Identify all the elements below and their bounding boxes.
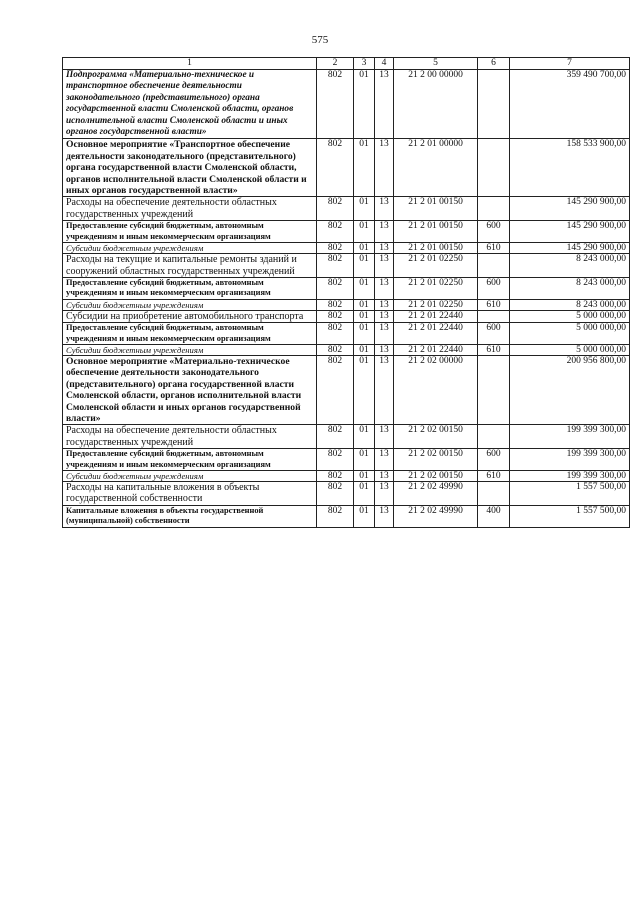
subsection-code-cell: 13 <box>375 277 394 299</box>
admin-code-cell: 802 <box>317 344 354 355</box>
table-row <box>63 221 630 243</box>
expense-name-cell: Предоставление субсидий бюджетным, автономным учреждениям и иным некоммерческим организациям <box>63 323 317 345</box>
target-article-cell: 21 2 02 49990 <box>394 482 478 506</box>
expense-name-cell: Расходы на обеспечение деятельности областных государственных учреждений <box>63 197 317 221</box>
expense-name-cell: Субсидии бюджетным учреждениям <box>63 471 317 482</box>
amount-cell: 8 243 000,00 <box>510 254 630 278</box>
header-cell: 6 <box>478 58 510 70</box>
admin-code-cell: 802 <box>317 277 354 299</box>
table-row <box>63 482 630 506</box>
expense-name-cell: Предоставление субсидий бюджетным, автономным учреждениям и иным некоммерческим организациям <box>63 277 317 299</box>
expense-type-cell: 610 <box>478 243 510 254</box>
expense-name-cell: Подпрограмма «Материально-техническое и транспортное обеспечение деятельности законодательного (представительного) органа государственной власти Смоленской области, органов исполнительной власти Смоленской области и иных органов государственной власти» <box>63 70 317 139</box>
target-article-cell: 21 2 01 22440 <box>394 323 478 345</box>
section-code-cell: 01 <box>354 221 375 243</box>
amount-cell: 1 557 500,00 <box>510 505 630 527</box>
amount-cell: 158 533 900,00 <box>510 139 630 197</box>
section-code-cell: 01 <box>354 139 375 197</box>
admin-code-cell: 802 <box>317 197 354 221</box>
table-row <box>63 449 630 471</box>
admin-code-cell: 802 <box>317 323 354 345</box>
amount-cell: 199 399 300,00 <box>510 471 630 482</box>
header-cell: 5 <box>394 58 478 70</box>
expense-name-cell: Субсидии бюджетным учреждениям <box>63 344 317 355</box>
expense-name-cell: Основное мероприятие «Материально-техническое обеспечение деятельности законодательного (представительного) органа государственной власти Смоленской области, органов исполнительной власти Смоленской области и иных органов государственной власти» <box>63 355 317 424</box>
subsection-code-cell: 13 <box>375 323 394 345</box>
expense-name-cell: Субсидии на приобретение автомобильного транспорта <box>63 310 317 322</box>
expense-type-cell: 610 <box>478 344 510 355</box>
expense-type-cell: 400 <box>478 505 510 527</box>
subsection-code-cell: 13 <box>375 299 394 310</box>
section-code-cell: 01 <box>354 425 375 449</box>
subsection-code-cell: 13 <box>375 425 394 449</box>
expense-name-cell: Расходы на капитальные вложения в объекты государственной собственности <box>63 482 317 506</box>
table-row <box>63 70 630 139</box>
table-row <box>63 323 630 345</box>
expense-name-cell: Основное мероприятие «Транспортное обеспечение деятельности законодательного (представительного) органа государственной власти Смоленской области, органов исполнительной власти Смоленской области и иных органов государственной власти» <box>63 139 317 197</box>
expense-name-cell: Субсидии бюджетным учреждениям <box>63 299 317 310</box>
expense-name-cell: Предоставление субсидий бюджетным, автономным учреждениям и иным некоммерческим организациям <box>63 221 317 243</box>
section-code-cell: 01 <box>354 323 375 345</box>
target-article-cell: 21 2 02 00150 <box>394 471 478 482</box>
admin-code-cell: 802 <box>317 482 354 506</box>
subsection-code-cell: 13 <box>375 310 394 322</box>
section-code-cell: 01 <box>354 254 375 278</box>
target-article-cell: 21 2 02 00000 <box>394 355 478 424</box>
amount-cell: 145 290 900,00 <box>510 243 630 254</box>
table-row <box>63 277 630 299</box>
target-article-cell: 21 2 01 00150 <box>394 197 478 221</box>
admin-code-cell: 802 <box>317 425 354 449</box>
target-article-cell: 21 2 00 00000 <box>394 70 478 139</box>
header-cell: 1 <box>63 58 317 70</box>
target-article-cell: 21 2 02 00150 <box>394 425 478 449</box>
admin-code-cell: 802 <box>317 299 354 310</box>
expense-type-cell: 600 <box>478 221 510 243</box>
target-article-cell: 21 2 01 02250 <box>394 299 478 310</box>
section-code-cell: 01 <box>354 299 375 310</box>
section-code-cell: 01 <box>354 482 375 506</box>
target-article-cell: 21 2 01 02250 <box>394 277 478 299</box>
budget-table <box>62 57 630 528</box>
header-cell: 2 <box>317 58 354 70</box>
expense-type-cell <box>478 254 510 278</box>
expense-name-cell: Субсидии бюджетным учреждениям <box>63 243 317 254</box>
target-article-cell: 21 2 01 22440 <box>394 310 478 322</box>
table-row <box>63 243 630 254</box>
admin-code-cell: 802 <box>317 471 354 482</box>
amount-cell: 5 000 000,00 <box>510 310 630 322</box>
expense-type-cell: 600 <box>478 323 510 345</box>
amount-cell: 5 000 000,00 <box>510 344 630 355</box>
header-cell: 4 <box>375 58 394 70</box>
target-article-cell: 21 2 01 00000 <box>394 139 478 197</box>
expense-name-cell: Расходы на обеспечение деятельности областных государственных учреждений <box>63 425 317 449</box>
subsection-code-cell: 13 <box>375 243 394 254</box>
amount-cell: 145 290 900,00 <box>510 221 630 243</box>
expense-name-cell: Расходы на текущие и капитальные ремонты зданий и сооружений областных государственных учреждений <box>63 254 317 278</box>
table-row <box>63 355 630 424</box>
section-code-cell: 01 <box>354 471 375 482</box>
table-header <box>63 58 630 70</box>
page-number: 575 <box>311 34 329 46</box>
amount-cell: 145 290 900,00 <box>510 197 630 221</box>
section-code-cell: 01 <box>354 243 375 254</box>
section-code-cell: 01 <box>354 355 375 424</box>
expense-type-cell <box>478 425 510 449</box>
subsection-code-cell: 13 <box>375 355 394 424</box>
subsection-code-cell: 13 <box>375 482 394 506</box>
subsection-code-cell: 13 <box>375 505 394 527</box>
section-code-cell: 01 <box>354 197 375 221</box>
section-code-cell: 01 <box>354 70 375 139</box>
admin-code-cell: 802 <box>317 310 354 322</box>
section-code-cell: 01 <box>354 310 375 322</box>
admin-code-cell: 802 <box>317 355 354 424</box>
table-row <box>63 197 630 221</box>
subsection-code-cell: 13 <box>375 471 394 482</box>
header-row <box>63 58 630 70</box>
table-row <box>63 505 630 527</box>
section-code-cell: 01 <box>354 277 375 299</box>
amount-cell: 8 243 000,00 <box>510 299 630 310</box>
amount-cell: 199 399 300,00 <box>510 425 630 449</box>
target-article-cell: 21 2 01 22440 <box>394 344 478 355</box>
section-code-cell: 01 <box>354 449 375 471</box>
expense-type-cell: 610 <box>478 471 510 482</box>
target-article-cell: 21 2 02 49990 <box>394 505 478 527</box>
table-row <box>63 310 630 322</box>
target-article-cell: 21 2 02 00150 <box>394 449 478 471</box>
table-row <box>63 471 630 482</box>
table-row <box>63 344 630 355</box>
amount-cell: 200 956 800,00 <box>510 355 630 424</box>
subsection-code-cell: 13 <box>375 70 394 139</box>
subsection-code-cell: 13 <box>375 449 394 471</box>
subsection-code-cell: 13 <box>375 197 394 221</box>
expense-type-cell <box>478 482 510 506</box>
admin-code-cell: 802 <box>317 505 354 527</box>
admin-code-cell: 802 <box>317 139 354 197</box>
table-row <box>63 139 630 197</box>
target-article-cell: 21 2 01 00150 <box>394 243 478 254</box>
expense-type-cell: 600 <box>478 449 510 471</box>
expense-name-cell: Предоставление субсидий бюджетным, автономным учреждениям и иным некоммерческим организациям <box>63 449 317 471</box>
expense-type-cell <box>478 139 510 197</box>
table-row <box>63 254 630 278</box>
subsection-code-cell: 13 <box>375 139 394 197</box>
admin-code-cell: 802 <box>317 449 354 471</box>
admin-code-cell: 802 <box>317 243 354 254</box>
table-row <box>63 299 630 310</box>
amount-cell: 8 243 000,00 <box>510 277 630 299</box>
expense-type-cell <box>478 310 510 322</box>
header-cell: 3 <box>354 58 375 70</box>
expense-type-cell <box>478 70 510 139</box>
section-code-cell: 01 <box>354 344 375 355</box>
admin-code-cell: 802 <box>317 254 354 278</box>
section-code-cell: 01 <box>354 505 375 527</box>
target-article-cell: 21 2 01 00150 <box>394 221 478 243</box>
subsection-code-cell: 13 <box>375 254 394 278</box>
admin-code-cell: 802 <box>317 221 354 243</box>
amount-cell: 1 557 500,00 <box>510 482 630 506</box>
expense-type-cell: 600 <box>478 277 510 299</box>
expense-name-cell: Капитальные вложения в объекты государственной (муниципальной) собственности <box>63 505 317 527</box>
target-article-cell: 21 2 01 02250 <box>394 254 478 278</box>
table-row <box>63 425 630 449</box>
expense-type-cell <box>478 355 510 424</box>
expense-type-cell: 610 <box>478 299 510 310</box>
subsection-code-cell: 13 <box>375 221 394 243</box>
amount-cell: 5 000 000,00 <box>510 323 630 345</box>
expense-type-cell <box>478 197 510 221</box>
table-body <box>63 70 630 528</box>
header-cell: 7 <box>510 58 630 70</box>
admin-code-cell: 802 <box>317 70 354 139</box>
amount-cell: 199 399 300,00 <box>510 449 630 471</box>
subsection-code-cell: 13 <box>375 344 394 355</box>
amount-cell: 359 490 700,00 <box>510 70 630 139</box>
